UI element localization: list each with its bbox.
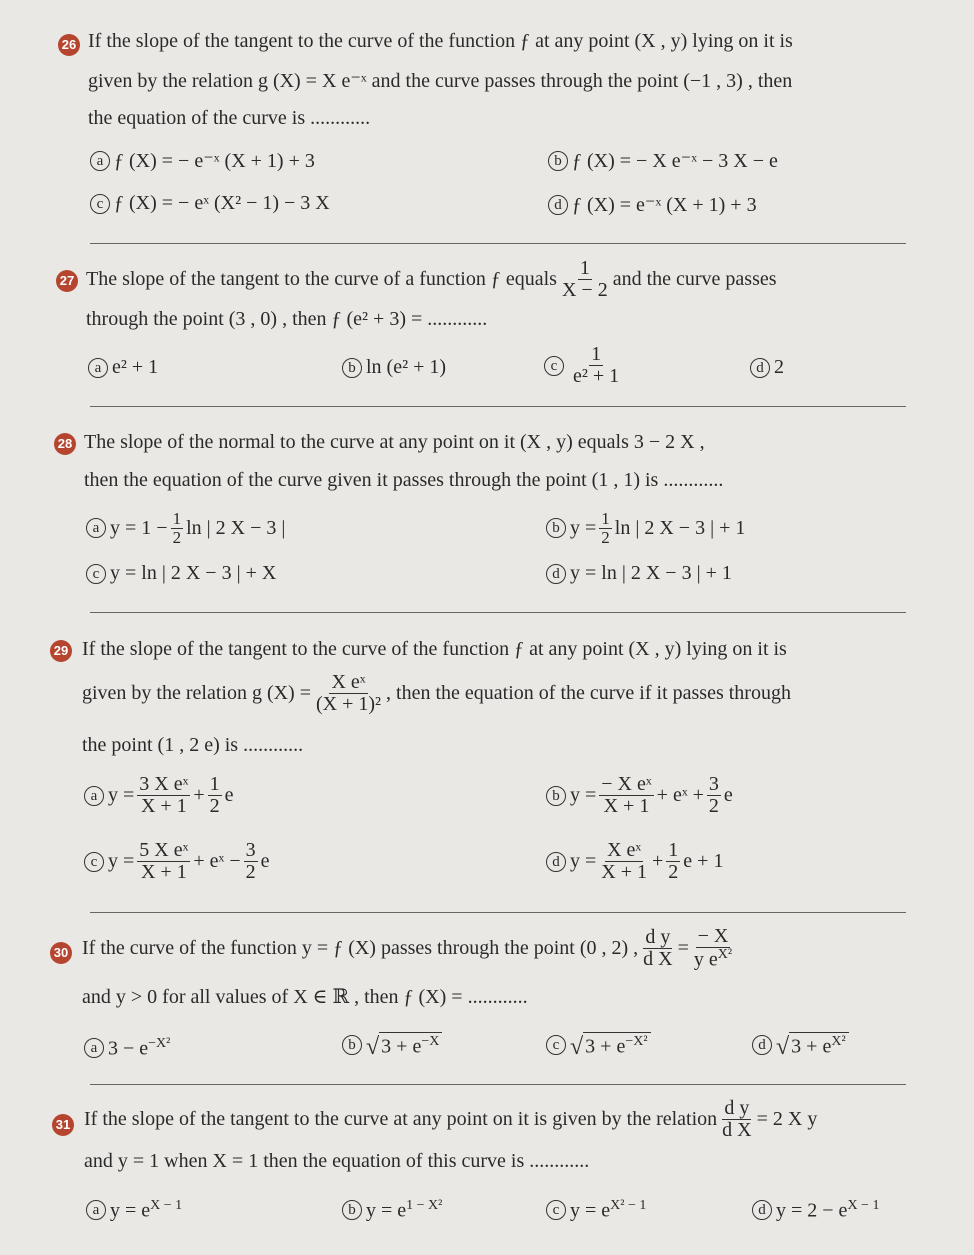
- divider: [90, 243, 906, 244]
- option-letter: c: [546, 1035, 566, 1055]
- fraction-denominator: (X + 1)²: [316, 693, 382, 715]
- question-text-line: If the slope of the tangent to the curve of the function ƒ at any point (X , y) lying on it is: [82, 638, 787, 660]
- fraction-numerator: 3 X eˣ: [139, 773, 189, 795]
- option-letter: a: [86, 1200, 106, 1220]
- option-c[interactable]: [90, 192, 330, 215]
- question-text: given by the relation g (X) =: [82, 682, 311, 704]
- radicand: $3 + e^{-X^2}$: [583, 1032, 650, 1059]
- divider: [90, 912, 906, 913]
- option-b[interactable]: [342, 356, 446, 379]
- option-letter: a: [84, 1038, 104, 1058]
- option-letter: b: [342, 1200, 362, 1220]
- option-d[interactable]: [750, 356, 784, 379]
- question-text: If the curve of the function y = ƒ (X) passes through the point (0 , 2) ,: [82, 936, 639, 959]
- fraction: [599, 510, 612, 547]
- radical-sign: √: [776, 1033, 790, 1060]
- fraction-numerator: X eˣ: [331, 671, 366, 693]
- fraction: [599, 774, 653, 817]
- question-text-line: The slope of the normal to the curve at any point on it (X , y) equals 3 − 2 X ,: [84, 431, 705, 453]
- fraction-numerator: − X eˣ: [601, 773, 652, 795]
- fraction-numerator: 1: [172, 509, 182, 528]
- option-a[interactable]: [86, 1198, 182, 1223]
- option-text: 2: [774, 356, 784, 378]
- option-text: $y = e^{1 - X^2}$: [366, 1198, 443, 1222]
- question-text-line: the equation of the curve is ............: [88, 107, 371, 129]
- option-letter: a: [84, 786, 104, 806]
- option-letter: a: [86, 518, 106, 538]
- option-text: $y = e^{X^2 - 1}$: [570, 1198, 647, 1222]
- option-letter: c: [84, 852, 104, 872]
- fraction-denominator: y $e^{X^2}$: [693, 947, 733, 971]
- option-a[interactable]: [88, 356, 158, 379]
- fraction: [692, 926, 734, 971]
- option-letter: c: [86, 564, 106, 584]
- fraction-numerator: 1: [668, 839, 679, 861]
- question-number: 31: [52, 1114, 74, 1136]
- fraction-numerator: 1: [209, 773, 220, 795]
- option-c[interactable]: [546, 1198, 646, 1223]
- question-text-line: then the equation of the curve given it passes through the point (1 , 1) is ............: [84, 469, 724, 491]
- question-text: If the slope of the tangent to the curve at any point on it is given by the relation: [84, 1108, 718, 1130]
- option-text: y = ln | 2 X − 3 | + 1: [570, 562, 732, 584]
- question-number: 30: [50, 942, 72, 964]
- option-d[interactable]: [752, 1032, 849, 1059]
- question-number: 26: [58, 34, 80, 56]
- option-text: $y = 2 - e^{X - 1}$: [776, 1198, 880, 1222]
- option-letter: c: [90, 194, 110, 214]
- divider: [90, 406, 906, 407]
- radicand: $3 + e^{X^2}$: [789, 1032, 848, 1059]
- question-text: and the curve passes: [612, 268, 777, 290]
- fraction-numerator: − X: [697, 925, 729, 947]
- question-text-line: and y > 0 for all values of X ∈ ℝ , then ƒ (X) = ............: [82, 986, 528, 1008]
- option-d[interactable]: [546, 562, 732, 585]
- option-text: y = ln | 2 X − 3 | + X: [110, 562, 277, 584]
- option-text: $3 - e^{-X^2}$: [108, 1036, 171, 1060]
- fraction-denominator: X − 2: [561, 279, 608, 301]
- fraction: [560, 258, 610, 301]
- square-root: [776, 1032, 849, 1059]
- fraction: [171, 510, 184, 547]
- question-number: 27: [56, 270, 78, 292]
- fraction: [208, 774, 222, 817]
- fraction: [641, 927, 674, 970]
- fraction-denominator: 2: [601, 527, 610, 547]
- option-text: +: [652, 850, 664, 872]
- option-b[interactable]: [546, 510, 745, 547]
- fraction-denominator: X + 1: [603, 795, 650, 817]
- question-text-line: [82, 672, 791, 715]
- option-a[interactable]: [84, 1036, 170, 1061]
- question-text-line: the point (1 , 2 e) is ............: [82, 734, 304, 756]
- fraction-denominator: X + 1: [140, 795, 187, 817]
- question-text-line: and y = 1 when X = 1 then the equation of this curve is ............: [84, 1150, 590, 1172]
- option-letter: b: [342, 358, 362, 378]
- option-b[interactable]: [548, 148, 778, 173]
- option-d[interactable]: [548, 192, 757, 217]
- equals-sign: =: [677, 936, 689, 959]
- question-text-line: given by the relation g (X) = X e⁻ˣ and the curve passes through the point (−1 , 3) , then: [88, 70, 793, 92]
- option-text: e: [723, 784, 733, 806]
- fraction-numerator: 3: [245, 839, 256, 861]
- option-text: $y = e^{X - 1}$: [110, 1198, 183, 1222]
- question-text-line: [86, 258, 777, 301]
- option-text: ln | 2 X − 3 | + 1: [614, 516, 746, 539]
- option-letter: d: [548, 195, 568, 215]
- option-letter: b: [546, 518, 566, 538]
- radical-sign: √: [570, 1033, 584, 1060]
- fraction-numerator: 1: [591, 343, 602, 365]
- fraction: [244, 840, 258, 883]
- fraction-numerator: X eˣ: [607, 839, 642, 861]
- square-root: [570, 1032, 651, 1059]
- option-text: y =: [570, 516, 597, 539]
- divider: [90, 612, 906, 613]
- option-text: ƒ (X) = e⁻ˣ (X + 1) + 3: [572, 194, 757, 216]
- fraction: [314, 672, 383, 715]
- fraction-denominator: e² + 1: [573, 365, 620, 387]
- question-text-line: [84, 1098, 817, 1141]
- question-text: The slope of the tangent to the curve of a function ƒ equals: [86, 268, 557, 290]
- option-c[interactable]: [86, 562, 276, 585]
- fraction-denominator: 2: [708, 795, 719, 817]
- option-letter: d: [546, 852, 566, 872]
- option-c[interactable]: [546, 1032, 651, 1059]
- option-d[interactable]: [752, 1198, 879, 1223]
- fraction-numerator: 1: [601, 509, 610, 528]
- option-text: y =: [570, 784, 597, 806]
- fraction-numerator: d y: [645, 925, 671, 948]
- option-letter: c: [544, 356, 564, 376]
- fraction-denominator: d X: [722, 1119, 752, 1141]
- radicand: $3 + e^{-X}$: [379, 1032, 442, 1059]
- question-number: 29: [50, 640, 72, 662]
- question-text: = 2 X y: [756, 1108, 818, 1130]
- fraction-denominator: X + 1: [601, 861, 648, 883]
- fraction-denominator: 2: [209, 795, 220, 817]
- option-a[interactable]: [90, 148, 315, 173]
- fraction-numerator: 5 X eˣ: [139, 839, 189, 861]
- fraction-denominator: 2: [245, 861, 256, 883]
- fraction-denominator: X + 1: [140, 861, 187, 883]
- fraction: [666, 840, 680, 883]
- option-text: e + 1: [683, 850, 724, 872]
- fraction-numerator: 3: [708, 773, 719, 795]
- option-text: e: [224, 784, 234, 806]
- option-letter: d: [752, 1035, 772, 1055]
- fraction: [599, 840, 649, 883]
- option-text: y =: [108, 784, 135, 806]
- option-c[interactable]: [84, 840, 270, 883]
- option-letter: c: [546, 1200, 566, 1220]
- radical-sign: √: [366, 1033, 380, 1060]
- option-text: + eˣ −: [193, 850, 241, 872]
- option-text: ƒ (X) = − X e⁻ˣ − 3 X − e: [572, 150, 778, 172]
- option-letter: b: [548, 151, 568, 171]
- fraction: [137, 774, 190, 817]
- fraction-denominator: d X: [643, 947, 673, 970]
- option-text: +: [193, 784, 205, 806]
- question-text: , then the equation of the curve if it passes through: [386, 682, 791, 704]
- question-text-line: If the slope of the tangent to the curve of the function ƒ at any point (X , y) lying on it is: [88, 30, 793, 52]
- option-letter: b: [546, 786, 566, 806]
- divider: [90, 1084, 906, 1085]
- option-text: ƒ (X) = − eˣ (X² − 1) − 3 X: [114, 192, 330, 214]
- option-a[interactable]: [86, 510, 285, 547]
- option-b[interactable]: [546, 774, 733, 817]
- option-text: ƒ (X) = − e⁻ˣ (X + 1) + 3: [114, 150, 315, 172]
- option-letter: a: [88, 358, 108, 378]
- option-c[interactable]: [544, 344, 624, 387]
- fraction: [707, 774, 721, 817]
- option-b[interactable]: [342, 1032, 442, 1059]
- option-text: ln | 2 X − 3 |: [186, 516, 286, 539]
- option-letter: d: [546, 564, 566, 584]
- option-text: y =: [108, 850, 135, 872]
- question-text-line: [82, 926, 737, 971]
- option-letter: d: [750, 358, 770, 378]
- option-b[interactable]: [342, 1198, 442, 1223]
- question-text-line: through the point (3 , 0) , then ƒ (e² + 3) = ............: [86, 308, 488, 330]
- option-a[interactable]: [84, 774, 234, 817]
- square-root: [366, 1032, 442, 1059]
- fraction-numerator: 1: [579, 257, 590, 279]
- option-text: y = 1 −: [110, 516, 168, 539]
- fraction-denominator: 2: [668, 861, 679, 883]
- option-letter: b: [342, 1035, 362, 1055]
- fraction-numerator: d y: [724, 1097, 750, 1119]
- fraction: [571, 344, 621, 387]
- option-text: + eˣ +: [656, 784, 704, 806]
- option-letter: d: [752, 1200, 772, 1220]
- option-text: y =: [570, 850, 597, 872]
- option-text: ln (e² + 1): [366, 356, 447, 378]
- option-d[interactable]: [546, 840, 723, 883]
- option-text: e² + 1: [112, 356, 159, 378]
- question-number: 28: [54, 433, 76, 455]
- fraction: [720, 1098, 753, 1141]
- fraction-denominator: 2: [172, 527, 182, 547]
- option-letter: a: [90, 151, 110, 171]
- fraction: [137, 840, 190, 883]
- option-text: e: [260, 850, 270, 872]
